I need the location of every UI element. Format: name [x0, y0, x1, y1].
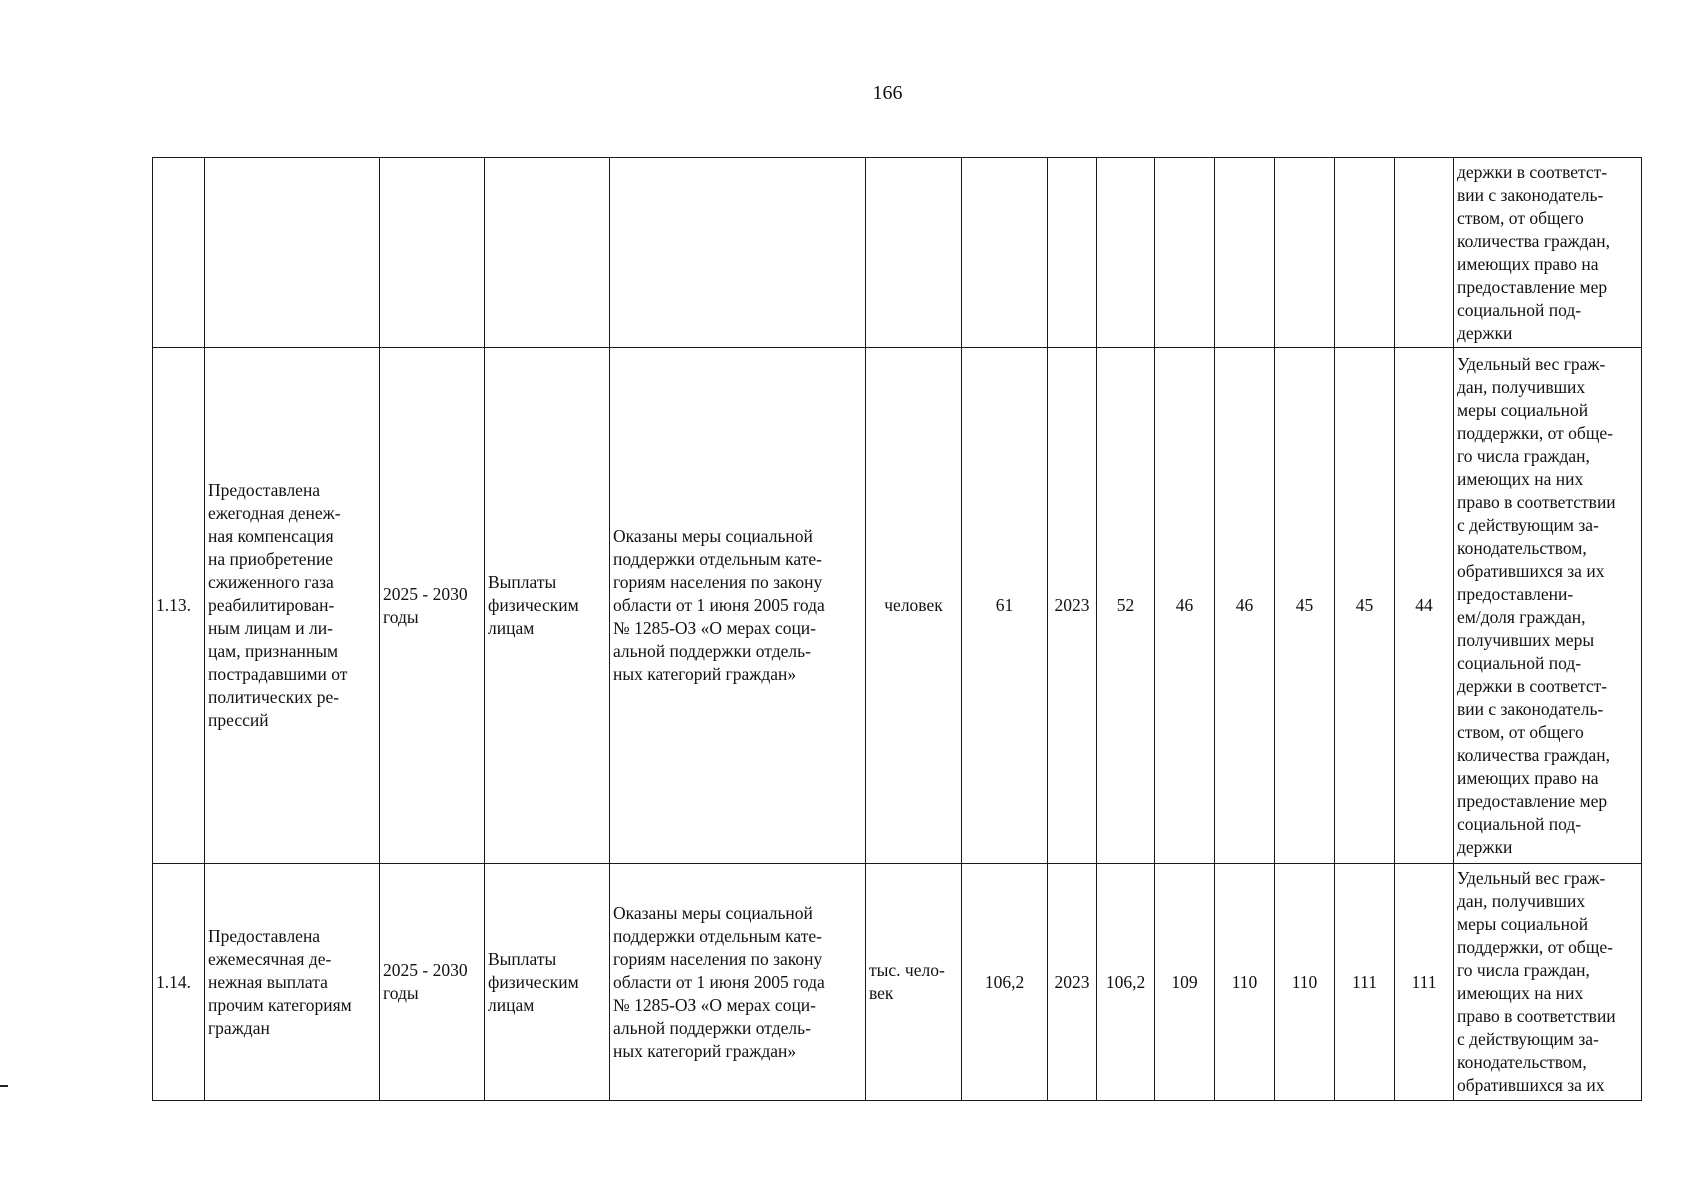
cell-base-year	[1048, 158, 1097, 348]
table-row-1-13	[153, 348, 1642, 864]
cell-unit	[866, 158, 962, 348]
cell-year-3	[1215, 158, 1275, 348]
cell-title: Предоставлена ежемесячная де- нежная выплата прочим категориям граждан	[205, 864, 380, 1101]
cell-type: Выплаты физическим лицам	[485, 864, 610, 1101]
cell-unit: тыс. чело- век	[866, 864, 962, 1101]
margin-tick-mark	[0, 1085, 8, 1087]
cell-year-1	[1097, 158, 1155, 348]
cell-year-1: 52	[1097, 348, 1155, 864]
cell-type	[485, 158, 610, 348]
cell-type: Выплаты физическим лицам	[485, 348, 610, 864]
cell-year-5: 111	[1335, 864, 1395, 1101]
cell-result-indicator: держки в соответст- вии с законодатель- ством, от общего количества граждан, имеющих право на предоставление мер социальной под- держки	[1454, 158, 1642, 348]
cell-year-4: 110	[1275, 864, 1335, 1101]
cell-year-4: 45	[1275, 348, 1335, 864]
cell-year-2	[1155, 158, 1215, 348]
cell-result-indicator: Удельный вес граж- дан, получивших меры социальной поддержки, от обще- го числа граждан, имеющих на них право в соответствии с действующим за- конодательством, обратившихся за их предоставлени- ем/доля граждан, получивших меры социальной под- держки в соответст- вии с законодатель- ством, от общего количества граждан, имеющих право на предоставление мер социальной под- держки	[1454, 348, 1642, 864]
table-row-continuation	[153, 158, 1642, 348]
cell-period: 2025 - 2030 годы	[380, 348, 485, 864]
cell-year-6: 111	[1395, 864, 1454, 1101]
cell-year-3: 110	[1215, 864, 1275, 1101]
cell-number: 1.13.	[153, 348, 205, 864]
cell-year-5: 45	[1335, 348, 1395, 864]
cell-title	[205, 158, 380, 348]
cell-base-value: 106,2	[962, 864, 1048, 1101]
cell-year-2: 46	[1155, 348, 1215, 864]
cell-title: Предоставлена ежегодная денеж- ная компенсация на приобретение сжиженного газа реабилитирован- ным лицам и ли- цам, признанным пострадавшими от политических ре- прессий	[205, 348, 380, 864]
cell-description: Оказаны меры социальной поддержки отдельным кате- гориям населения по закону области от 1 июня 2005 года № 1285-ОЗ «О мерах соци- альной поддержки отдель- ных категорий граждан»	[610, 864, 866, 1101]
cell-year-6: 44	[1395, 348, 1454, 864]
cell-base-year: 2023	[1048, 348, 1097, 864]
cell-year-3: 46	[1215, 348, 1275, 864]
cell-unit: человек	[866, 348, 962, 864]
cell-base-value: 61	[962, 348, 1048, 864]
cell-period: 2025 - 2030 годы	[380, 864, 485, 1101]
table-row-1-14	[153, 864, 1642, 1101]
cell-description: Оказаны меры социальной поддержки отдельным кате- гориям населения по закону области от 1 июня 2005 года № 1285-ОЗ «О мерах соци- альной поддержки отдель- ных категорий граждан»	[610, 348, 866, 864]
cell-number: 1.14.	[153, 864, 205, 1101]
cell-base-value	[962, 158, 1048, 348]
cell-base-year: 2023	[1048, 864, 1097, 1101]
cell-period	[380, 158, 485, 348]
page-number: 166	[872, 82, 903, 104]
cell-year-4	[1275, 158, 1335, 348]
cell-description	[610, 158, 866, 348]
cell-year-1: 106,2	[1097, 864, 1155, 1101]
cell-year-5	[1335, 158, 1395, 348]
indicators-table	[152, 157, 1642, 1101]
cell-number	[153, 158, 205, 348]
cell-result-indicator: Удельный вес граж- дан, получивших меры социальной поддержки, от обще- го числа граждан, имеющих на них право в соответствии с действующим за- конодательством, обратившихся за их	[1454, 864, 1642, 1101]
cell-year-6	[1395, 158, 1454, 348]
cell-year-2: 109	[1155, 864, 1215, 1101]
